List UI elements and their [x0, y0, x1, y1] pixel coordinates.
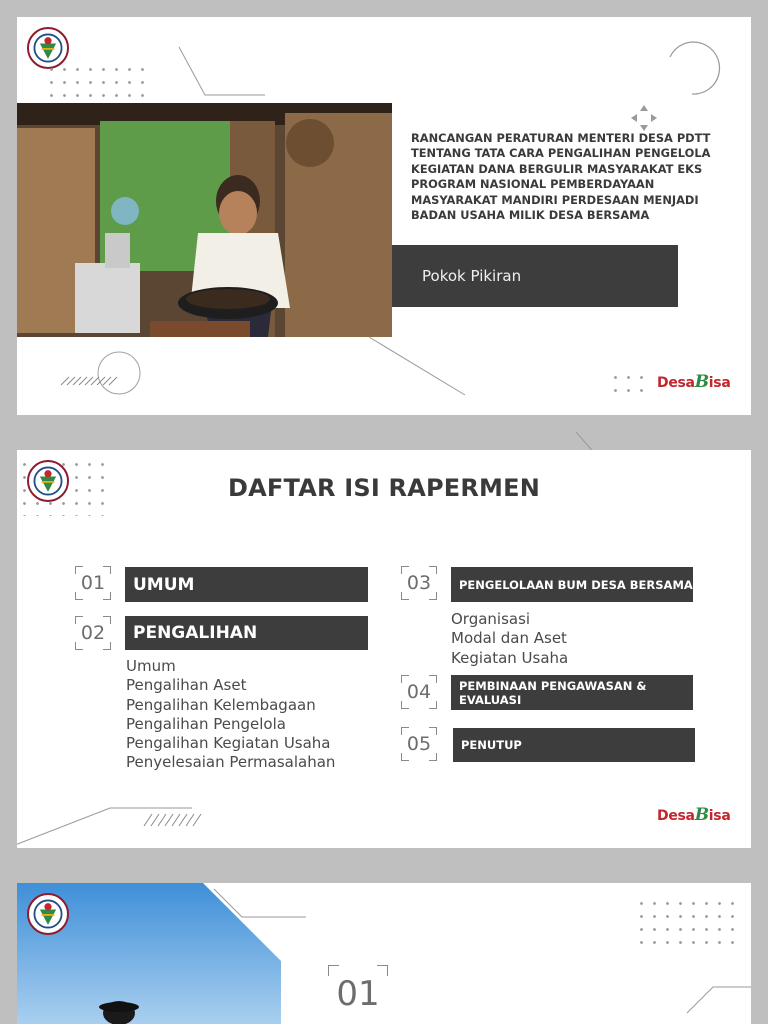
- desabisa-logo: DesaBisa: [657, 372, 731, 392]
- decor-line: [212, 887, 312, 921]
- toc-item-pengelolaan[interactable]: PENGELOLAAN BUM DESA BERSAMA: [451, 567, 693, 602]
- pengalihan-sublist: [126, 657, 335, 773]
- pengelolaan-sublist: [451, 610, 568, 668]
- toc-item-pengalihan[interactable]: PENGALIHAN: [125, 616, 368, 650]
- dot-pattern: [635, 897, 739, 949]
- subtitle-bar: Pokok Pikiran: [392, 245, 678, 307]
- list-item: Kegiatan Usaha: [451, 648, 569, 667]
- ministry-logo: [27, 893, 69, 935]
- section-number: 03: [401, 566, 437, 600]
- desabisa-logo: DesaBisa: [657, 805, 731, 825]
- list-item: Pengalihan Kegiatan Usaha: [126, 734, 331, 753]
- decor-hatch: [57, 347, 157, 399]
- slide-title: RANCANGAN PERATURAN MENTERI DESA PDTT TENTANG TATA CARA PENGALIHAN PENGELOLA KEGIATAN DANA BERGULIR MASYARAKAT EKS PROGRAM NASIONAL PEMBERDAYAAN MASYARAKAT MANDIRI PERDESAAN MENJADI BADAN USAHA MILIK DESA BERSAMA: [411, 131, 711, 223]
- decor-hatch: [142, 810, 212, 830]
- section-number: 02: [75, 616, 111, 650]
- decor-line: [167, 45, 267, 105]
- section-number: 01: [75, 566, 111, 600]
- toc-item-penutup[interactable]: PENUTUP: [453, 728, 695, 762]
- list-item: Pengalihan Pengelola: [126, 714, 286, 733]
- section-slide: [17, 883, 751, 1024]
- dot-pattern: [609, 371, 649, 399]
- page-title: DAFTAR ISI RAPERMEN: [228, 474, 540, 502]
- decor-line: [685, 983, 751, 1017]
- decor-line: [367, 335, 477, 399]
- list-item: Penyelesaian Permasalahan: [126, 753, 336, 772]
- table-of-contents-slide: [17, 450, 751, 848]
- toc-item-umum[interactable]: UMUM: [125, 567, 368, 602]
- move-arrows-icon: [629, 103, 659, 133]
- list-item: Umum: [126, 657, 176, 675]
- toc-item-pembinaan[interactable]: PEMBINAAN PENGAWASAN & EVALUASI: [451, 675, 693, 710]
- dot-pattern: [45, 63, 149, 99]
- list-item: Organisasi: [451, 610, 531, 628]
- woman-roasting-coffee-photo: [17, 103, 392, 337]
- decor-circle: [662, 37, 724, 99]
- list-item: Modal dan Aset: [451, 629, 567, 648]
- list-item: Pengalihan Kelembagaan: [126, 695, 316, 714]
- list-item: Pengalihan Aset: [126, 676, 247, 695]
- section-number: 01: [328, 965, 388, 1023]
- section-number: 05: [401, 727, 437, 761]
- title-slide: [17, 17, 751, 415]
- section-number: 04: [401, 675, 437, 709]
